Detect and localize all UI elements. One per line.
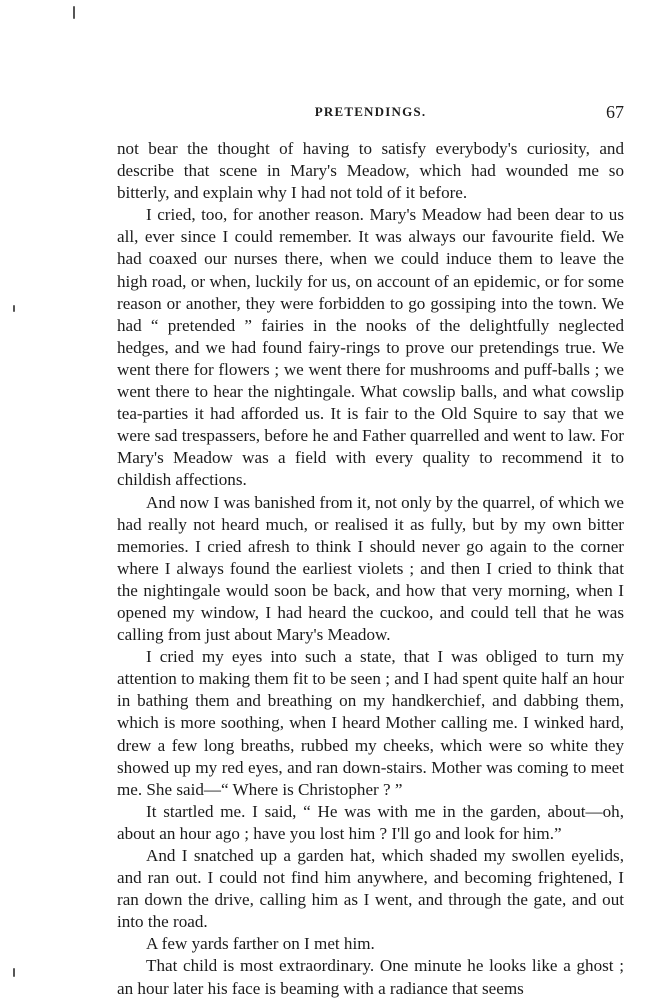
body-text (117, 138, 624, 1000)
scan-speck (13, 305, 15, 312)
paragraph: I cried my eyes into such a state, that I was obliged to turn my attention to making them fit to be seen ; and I had spent quite half an hour in bathing them and breathing on my handkerchief, and dabbing them, which is more soothing, when I heard Mother calling me. I winked hard, drew a few long breaths, rubbed my cheeks, which were so white they showed up my red eyes, and ran down-stairs. Mother was coming to meet me. She said—“ Where is Christopher ? ” (117, 647, 624, 799)
paragraph: And now I was banished from it, not only by the quarrel, of which we had really not heard much, or realised it as fully, but by my own bitter memories. I cried afresh to think I should never go again to the corner where I always found the earliest violets ; and then I cried to think that the nightingale would soon be back, and how that very morning, when I opened my window, I had heard the cuckoo, and could tell that he was calling from just about Mary's Meadow. (117, 492, 624, 645)
running-title: PRETENDINGS. (314, 104, 427, 119)
paragraph: That child is most extraordinary. One minute he looks like a ghost ; an hour later his face is beaming with a radiance that seems (117, 956, 624, 998)
paragraph: And I snatched up a garden hat, which shaded my swollen eyelids, and ran out. I could not find him anywhere, and becoming frightened, I ran down the drive, calling him as I went, and through the gate, and out into the road. (117, 846, 624, 932)
scan-speck (13, 968, 15, 977)
page-number: 67 (606, 102, 624, 122)
paragraph: not bear the thought of having to satisfy everybody's curiosity, and describe that scene in Mary's Meadow, which had wounded me so bitterly, and explain why I had not told of it before. (117, 139, 624, 203)
paragraph: I cried, too, for another reason. Mary's Meadow had been dear to us all, ever since I could remember. It was always our favourite field. We had coaxed our nurses there, when we could induce them to leave the high road, or when, luckily for us, on account of an epidemic, or for some reason or another, they were forbidden to go gossiping into the town. We had “ pretended ” fairies in the nooks of the delightfully neglected hedges, and we had found fairy-rings to prove our pretendings true. We went there for flowers ; we went there for mushrooms and puff-balls ; we went there to hear the nightingale. What cowslip balls, and what cowslip tea-parties it had afforded us. It is fair to the Old Squire to say that we were sad trespassers, before he and Father quarrelled and went to law. For Mary's Meadow was a field with every quality to recommend it to childish affections. (117, 205, 624, 490)
running-head (117, 104, 624, 128)
paragraph: It startled me. I said, “ He was with me in the garden, about—oh, about an hour ago ; have you lost him ? I'll go and look for him.” (117, 801, 624, 843)
paragraph: A few yards farther on I met him. (146, 934, 375, 954)
scan-speck (73, 6, 75, 19)
